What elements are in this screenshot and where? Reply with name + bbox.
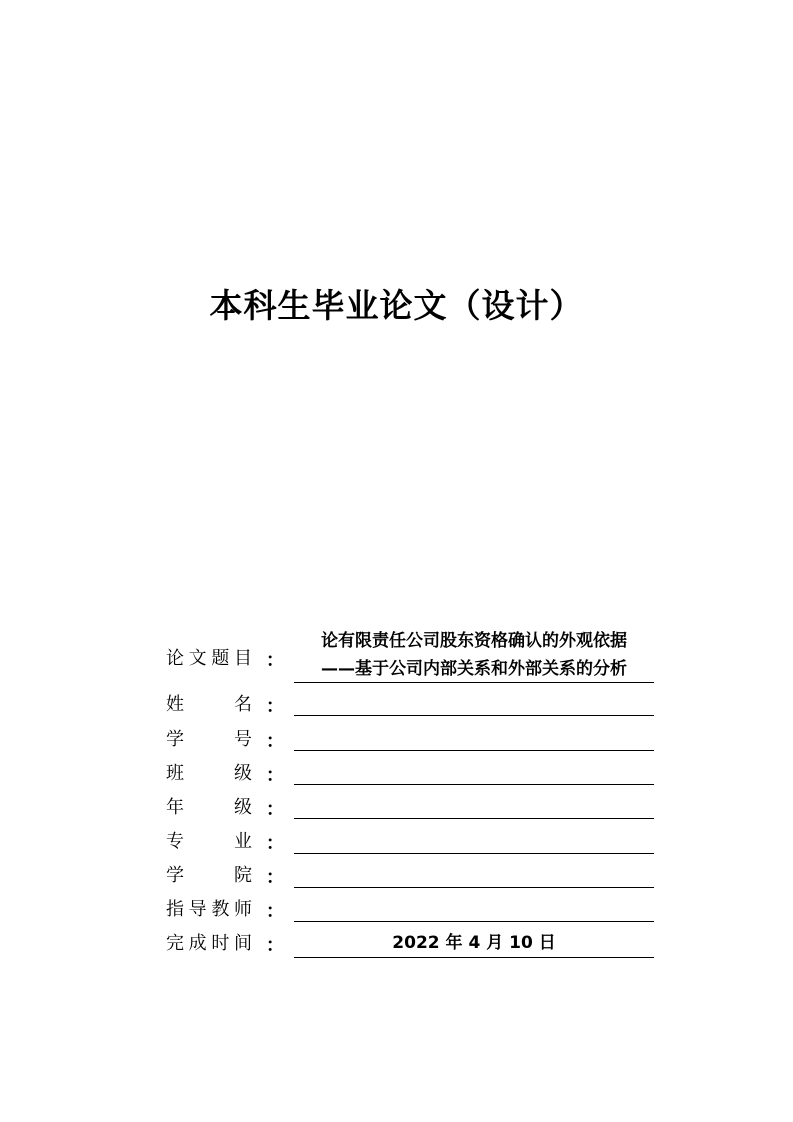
- college-label: 学 院: [166, 865, 252, 886]
- completion-date: 2022 年 4 月 10 日: [392, 933, 556, 953]
- major-field[interactable]: [294, 853, 654, 854]
- completion-underline: [294, 957, 654, 958]
- class-field[interactable]: [294, 784, 654, 785]
- grade-field[interactable]: [294, 818, 654, 819]
- name-field[interactable]: [294, 715, 654, 716]
- major-label: 专 业: [166, 831, 252, 852]
- college-colon: ：: [266, 867, 284, 888]
- thesis-title-underline: [294, 682, 654, 683]
- completion-colon: ：: [266, 935, 284, 956]
- completion-label: 完 成 时 间: [166, 933, 252, 954]
- class-colon: ：: [266, 765, 284, 786]
- class-label: 班 级: [166, 763, 252, 784]
- student-id-field[interactable]: [294, 750, 654, 751]
- thesis-title-label: 论 文 题 目: [166, 648, 252, 669]
- college-field[interactable]: [294, 887, 654, 888]
- thesis-title-line2: ——基于公司内部关系和外部关系的分析: [321, 659, 627, 679]
- name-colon: ：: [266, 696, 284, 717]
- grade-label: 年 级: [166, 797, 252, 818]
- thesis-title-colon: ：: [266, 650, 284, 671]
- thesis-title-line1: 论有限责任公司股东资格确认的外观依据: [321, 631, 627, 651]
- grade-colon: ：: [266, 799, 284, 820]
- major-colon: ：: [266, 833, 284, 854]
- advisor-field[interactable]: [294, 921, 654, 922]
- cover-title: 本科生毕业论文（设计）: [209, 286, 584, 325]
- student-id-colon: ：: [266, 731, 284, 752]
- advisor-colon: ：: [266, 901, 284, 922]
- student-id-label: 学 号: [166, 729, 252, 750]
- advisor-label: 指 导 教 师: [166, 899, 252, 920]
- name-label: 姓 名: [166, 694, 252, 715]
